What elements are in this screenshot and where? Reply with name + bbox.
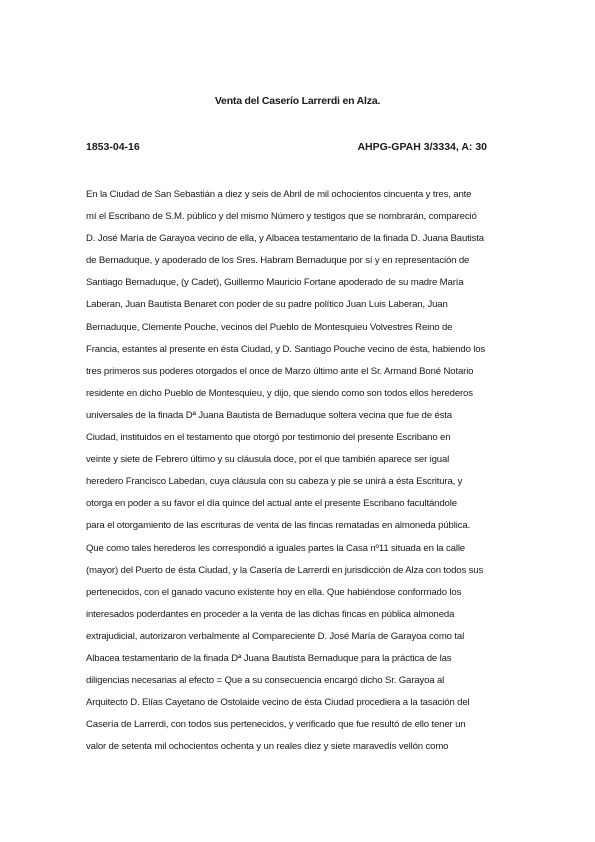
body-line: En la Ciudad de San Sebastián a diez y seis de Abril de mil ochocientos cincuenta y tres, ante [86,189,472,200]
body-line: Arquitecto D. Elías Cayetano de Ostolaide vecino de ésta Ciudad procediera a la tasación del [86,697,470,709]
body-line: (mayor) del Puerto de ésta Ciudad, y la Casería de Larrerdi en jurisdicción de Alza con todos sus [86,564,484,576]
body-line: mí el Escribano de S.M. público y del mismo Número y testigos que se nombrarán, compareció [86,211,477,223]
body-line: de Bernaduque, y apoderado de los Sres. Habram Bernaduque por sí y en representación de [86,255,470,267]
document-title: Venta del Caserío Larrerdi en Alza. [214,95,381,107]
body-line: pertenecidos, con el ganado vacuno existente hoy en ella. Que habiéndose conformado los [86,586,462,598]
body-line: heredero Francisco Labedan, cuya cláusula con su cabeza y pie se unirá a ésta Escritura, y [86,476,463,488]
archive-reference: AHPG-GPAH 3/3334, A: 30 [357,141,487,153]
body-line: Albacea testamentario de la finada Dª Juana Bautista Bernaduque para la práctica de las [86,652,452,664]
body-line: veinte y siete de Febrero último y su cláusula doce, por el que también aparece ser igual [86,454,450,466]
body-line: Francia, estantes al presente en ésta Ciudad, y D. Santiago Pouche vecino de ésta, habiendo los [86,343,486,355]
body-line: interesados poderdantes en proceder a la venta de las dichas fincas en pública almoneda [86,608,455,620]
body-line: universales de la finada Dª Juana Bautista de Bernaduque soltera vecina que fue de ésta [86,409,452,421]
body-line: diligencias necesarias al efecto = Que a su consecuencia encargó dicho Sr. Garayoa al [86,675,445,687]
document-body [86,187,516,761]
body-line: Ciudad, instituidos en el testamento que otorgó por testimonio del presente Escribano en [86,432,451,444]
body-line: residente en dicho Pueblo de Montesquieu, y dijo, que siendo como son todos ellos herederos [86,387,473,399]
body-line: otorga en poder a su favor el día quince del actual ante el presente Escribano facultándole [86,498,457,510]
body-line: tres primeros sus poderes otorgados el once de Marzo último ante el Sr. Armand Boné Notario [86,365,474,377]
document-date: 1853-04-16 [86,141,140,153]
body-line: extrajudicial, autorizaron verbalmente al Compareciente D. José María de Garayoa como tal [86,630,465,642]
body-line: Laberan, Juan Bautista Benaret con poder de su padre político Juan Luis Laberan, Juan [86,299,448,311]
body-line: valor de setenta mil ochocientos ochenta y un reales diez y siete maravedís vellón como [86,741,449,753]
body-line: Bernaduque, Clemente Pouche, vecinos del Pueblo de Montesquieu Volvestres Reino de [86,321,453,333]
body-line: Casería de Larrerdi, con todos sus pertenecidos, y verificado que fue resultó de ello tener un [86,719,466,731]
body-line: para el otorgamiento de las escrituras de venta de las fincas rematadas en almoneda pública. [86,520,471,532]
body-line: Que como tales herederos les correspondió a iguales partes la Casa nº11 situada en la calle [86,542,465,554]
body-line: Santiago Bernaduque, (y Cadet), Guillermo Mauricio Fortane apoderado de su madre María [86,277,464,289]
body-line: D. José María de Garayoa vecino de ella, y Albacea testamentario de la finada D. Juana Bautista [86,233,484,245]
